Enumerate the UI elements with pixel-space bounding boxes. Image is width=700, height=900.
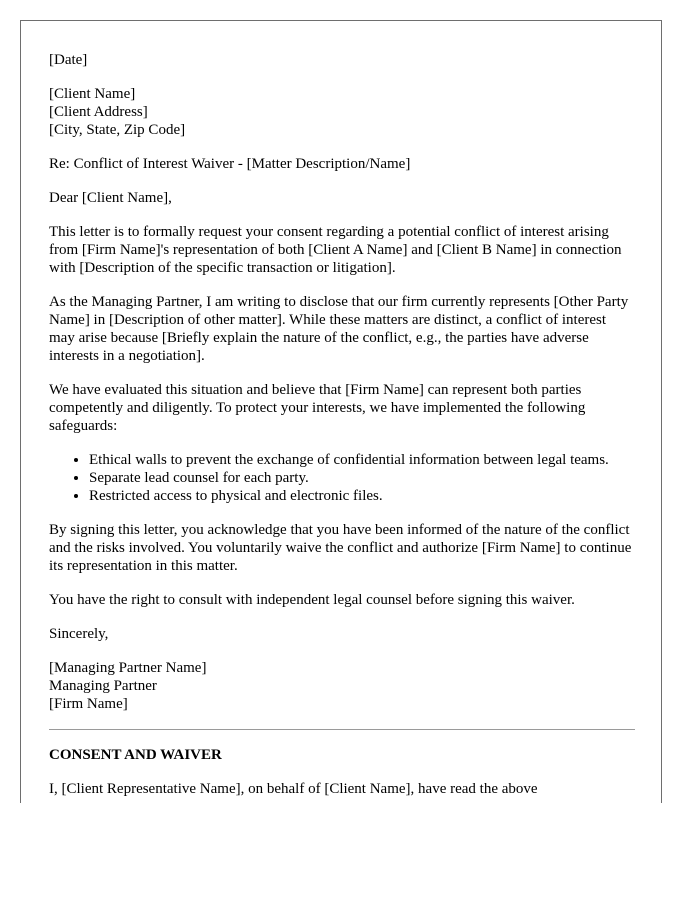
paragraph-evaluation: We have evaluated this situation and believe that [Firm Name] can represent both parties competently and diligently. To protect your interests, we have implemented the following safeguards:	[49, 382, 586, 434]
paragraph-disclosure: As the Managing Partner, I am writing to disclose that our firm currently represents [Other Party Name] in [Description of other matter]. While these matters are distinct, a conflict of interest may arise because [Briefly explain the nature of the conflict, e.g., the parties have adverse interests in a negotiation].	[49, 294, 629, 364]
client-address-block	[49, 85, 635, 139]
paragraph-right-to-counsel: You have the right to consult with independent legal counsel before signing this waiver.	[49, 592, 575, 608]
paragraph-acknowledgment: By signing this letter, you acknowledge that you have been informed of the nature of the conflict and the risks involved. You voluntarily waive the conflict and authorize [Firm Name] to continue its representation in this matter.	[49, 522, 632, 574]
re-line: Re: Conflict of Interest Waiver - [Matter Description/Name]	[49, 156, 411, 172]
salutation: Dear [Client Name],	[49, 190, 172, 206]
signature-firm: [Firm Name]	[49, 696, 128, 712]
client-address: [Client Address]	[49, 104, 148, 120]
letter-date: [Date]	[49, 52, 88, 68]
safeguard-item: • Ethical walls to prevent the exchange of confidential information between legal teams.	[89, 451, 635, 469]
closing: Sincerely,	[49, 626, 109, 642]
safeguards-list	[49, 451, 635, 505]
letter-body	[49, 51, 635, 803]
paragraph-request: This letter is to formally request your consent regarding a potential conflict of interest arising from [Firm Name]'s representation of both [Client A Name] and [Client B Name] in connection with [Description of the specific transaction or litigation].	[49, 224, 622, 276]
signature-title: Managing Partner	[49, 678, 157, 694]
signature-block	[49, 659, 635, 713]
safeguard-item: • Restricted access to physical and electronic files.	[89, 487, 635, 505]
consent-text: I, [Client Representative Name], on behalf of [Client Name], have read the above	[49, 781, 538, 797]
safeguard-item: • Separate lead counsel for each party.	[89, 469, 635, 487]
signature-name: [Managing Partner Name]	[49, 660, 207, 676]
section-divider	[49, 729, 635, 730]
consent-heading: CONSENT AND WAIVER	[49, 747, 222, 763]
letter-page	[20, 20, 662, 803]
client-name: [Client Name]	[49, 86, 136, 102]
client-city-state-zip: [City, State, Zip Code]	[49, 122, 186, 138]
